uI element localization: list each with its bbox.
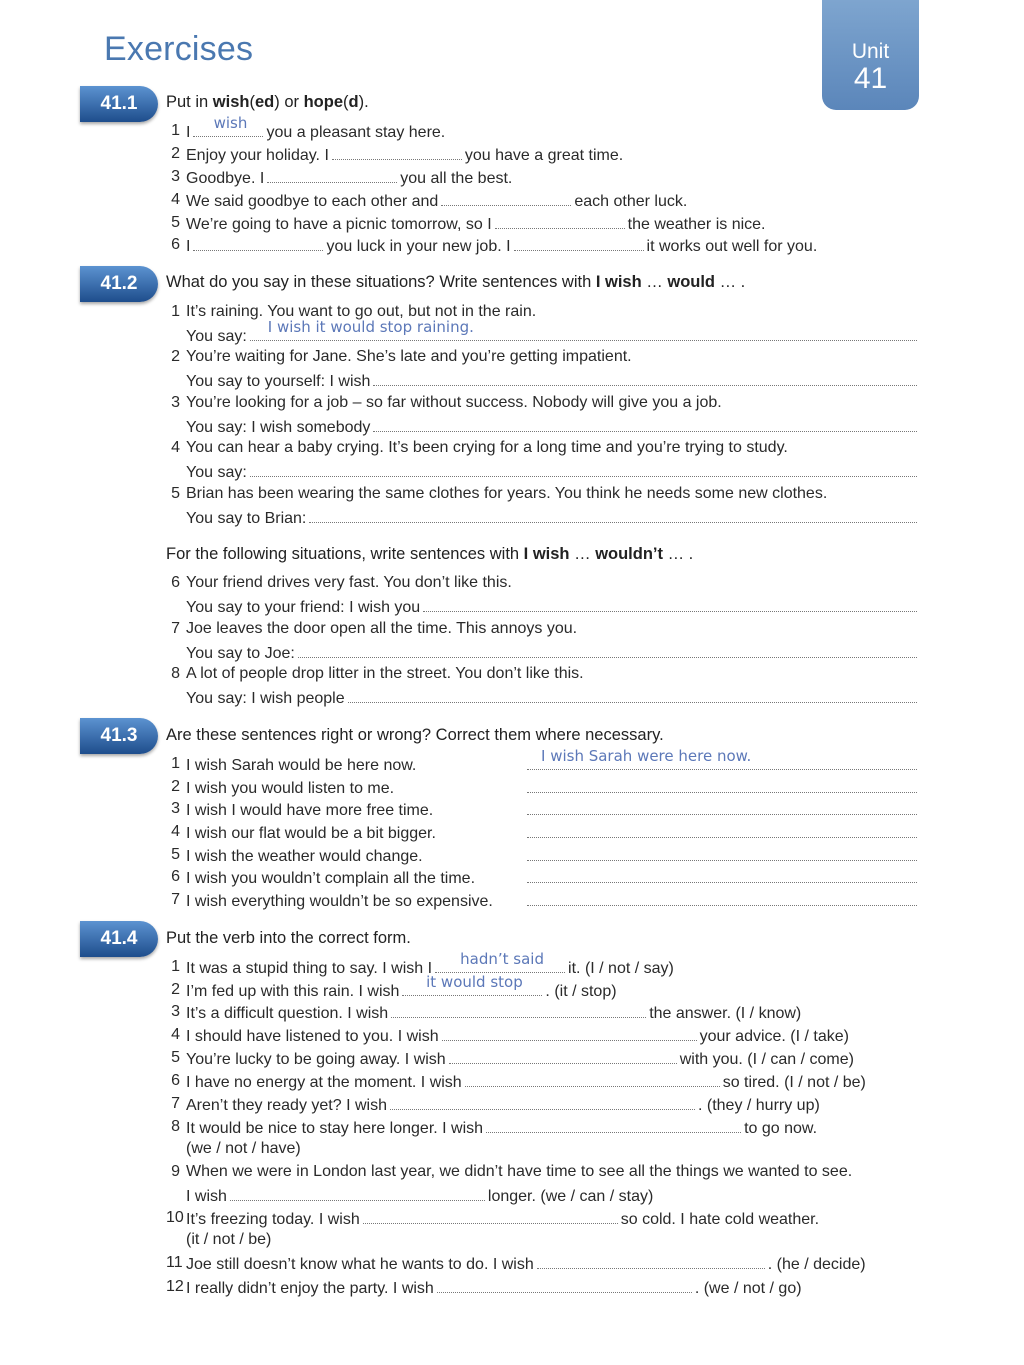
exercise-item: 8 It would be nice to stay here longer. I wish to go now.: [171, 1118, 818, 1137]
exercise-instruction: Put the verb into the correct form.: [166, 929, 411, 947]
answer-blank[interactable]: [442, 1024, 697, 1041]
answer-blank[interactable]: [514, 234, 644, 251]
exercise-item-response: You say: I wish people: [166, 686, 920, 708]
answer-blank[interactable]: [423, 595, 917, 612]
exercise-item: 2 Enjoy your holiday. I you have a great time.: [171, 145, 624, 164]
answer-blank[interactable]: [449, 1047, 677, 1064]
answer-blank[interactable]: [527, 798, 917, 815]
answer-blank[interactable]: [527, 866, 917, 883]
exercise-item: 4 We said goodbye to each other and each other luck.: [171, 191, 688, 210]
exercise-item: 9 When we were in London last year, we didn’t have time to see all the things we wanted to see.: [171, 1163, 853, 1180]
answer-blank[interactable]: wish: [193, 120, 263, 137]
exercise-item-response: You say: I wish somebody: [166, 415, 920, 437]
exercise-item: 7 Joe leaves the door open all the time. This annoys you.: [171, 620, 578, 637]
exercise-sub-instruction: For the following situations, write sentences with I wish … wouldn’t … .: [166, 545, 694, 563]
answer-blank[interactable]: [437, 1276, 692, 1293]
exercise-item: 4 I should have listened to you. I wish your advice. (I / take): [171, 1026, 849, 1045]
answer-blank[interactable]: [391, 1001, 646, 1018]
exercise-item-response: You say: I wish it would stop raining.: [166, 324, 920, 346]
answer-blank[interactable]: [373, 415, 917, 432]
exercise-item: 2 You’re waiting for Jane. She’s late and you’re getting impatient.: [171, 348, 632, 365]
exercise-item-response: You say to your friend: I wish you: [166, 595, 920, 617]
exercise-item: 5 Brian has been wearing the same clothes for years. You think he needs some new clothes.: [171, 485, 828, 502]
exercise-badge-41-3: 41.3: [80, 718, 158, 754]
exercise-instruction: What do you say in these situations? Write sentences with I wish … would … .: [166, 273, 746, 291]
exercise-instruction: Put in wish(ed) or hope(d).: [166, 93, 369, 111]
answer-blank[interactable]: [495, 212, 625, 229]
exercise-item: 11 Joe still doesn’t know what he wants to do. I wish . (he / decide): [166, 1254, 866, 1273]
unit-tab: [822, 0, 919, 110]
exercise-item-continuation: (we / not / have): [186, 1140, 301, 1157]
answer-blank[interactable]: [267, 166, 397, 183]
answer-blank[interactable]: [193, 234, 323, 251]
exercise-badge-41-2: 41.2: [80, 266, 158, 302]
exercise-instruction: Are these sentences right or wrong? Correct them where necessary.: [166, 726, 664, 744]
exercise-item: 1 I wish Sarah would be here now. I wish Sarah were here now.: [166, 753, 920, 775]
answer-blank[interactable]: [332, 143, 462, 160]
exercise-item: 3 Goodbye. I you all the best.: [171, 168, 513, 187]
answer-blank[interactable]: [527, 776, 917, 793]
answer-blank[interactable]: [373, 369, 917, 386]
answer-blank[interactable]: I wish it would stop raining.: [250, 324, 917, 341]
exercise-item: 7 I wish everything wouldn’t be so expensive.: [166, 889, 920, 911]
exercise-item: 2 I’m fed up with this rain. I wish it would stop . (it / stop): [171, 973, 617, 1000]
answer-blank[interactable]: [441, 189, 571, 206]
exercise-item: 10 It’s freezing today. I wish so cold. I hate cold weather.: [166, 1209, 820, 1228]
exercise-item: 6 I have no energy at the moment. I wish so tired. (I / not / be): [171, 1072, 866, 1091]
exercise-item: 1 It’s raining. You want to go out, but not in the rain.: [171, 303, 537, 320]
exercise-item-continuation: I wish longer. (we / can / stay): [166, 1184, 920, 1206]
answer-blank[interactable]: I wish Sarah were here now.: [527, 753, 917, 770]
answer-blank[interactable]: [486, 1116, 741, 1133]
answer-blank[interactable]: [465, 1070, 720, 1087]
exercise-item-continuation: (it / not / be): [186, 1231, 272, 1248]
exercise-badge-41-1: 41.1: [80, 86, 158, 122]
exercise-item: 5 You’re lucky to be going away. I wish with you. (I / can / come): [171, 1049, 854, 1068]
exercise-item: 1 I wish you a pleasant stay here.: [171, 114, 446, 141]
exercise-item: 6 I wish you wouldn’t complain all the time.: [166, 866, 920, 888]
exercise-item: 3 It’s a difficult question. I wish the answer. (I / know): [171, 1003, 802, 1022]
unit-number: 41: [853, 62, 888, 95]
answer-blank[interactable]: [390, 1093, 695, 1110]
answer-blank[interactable]: [537, 1252, 765, 1269]
exercise-item-response: You say:: [166, 460, 920, 482]
answer-blank[interactable]: [309, 506, 917, 523]
exercise-item: 6 I you luck in your new job. I it works out well for you.: [171, 236, 818, 255]
exercise-badge-41-4: 41.4: [80, 921, 158, 957]
answer-blank[interactable]: [527, 844, 917, 861]
answer-blank[interactable]: [298, 641, 917, 658]
exercise-item: 7 Aren’t they ready yet? I wish . (they / hurry up): [171, 1095, 820, 1114]
exercise-item: 2 I wish you would listen to me.: [166, 776, 920, 798]
exercise-item: 3 You’re looking for a job – so far without success. Nobody will give you a job.: [171, 394, 722, 411]
exercise-item: 3 I wish I would have more free time.: [166, 798, 920, 820]
exercise-item-response: You say to yourself: I wish: [166, 369, 920, 391]
exercise-item: 6 Your friend drives very fast. You don’t like this.: [171, 574, 512, 591]
answer-blank[interactable]: [230, 1184, 485, 1201]
exercise-item: 4 I wish our flat would be a bit bigger.: [166, 821, 920, 843]
answer-blank[interactable]: it would stop: [402, 979, 542, 996]
answer-blank[interactable]: [527, 889, 917, 906]
answer-blank[interactable]: [527, 821, 917, 838]
exercise-item: 12 I really didn’t enjoy the party. I wish . (we / not / go): [166, 1278, 802, 1297]
answer-blank[interactable]: [250, 460, 917, 477]
exercise-item: 1 It was a stupid thing to say. I wish I hadn’t said it. (I / not / say): [171, 950, 674, 977]
page-title: Exercises: [104, 30, 254, 68]
exercise-item: 8 A lot of people drop litter in the street. You don’t like this.: [171, 665, 584, 682]
exercise-item-response: You say to Joe:: [166, 641, 920, 663]
answer-blank[interactable]: hadn’t said: [435, 956, 565, 973]
exercise-item: 4 You can hear a baby crying. It’s been crying for a long time and you’re trying to study.: [171, 439, 788, 456]
exercise-item: 5 I wish the weather would change.: [166, 844, 920, 866]
answer-blank[interactable]: [363, 1207, 618, 1224]
unit-label: Unit: [851, 40, 890, 63]
exercise-item: 5 We’re going to have a picnic tomorrow, so I the weather is nice.: [171, 214, 766, 233]
answer-blank[interactable]: [348, 686, 917, 703]
exercise-item-response: You say to Brian:: [166, 506, 920, 528]
